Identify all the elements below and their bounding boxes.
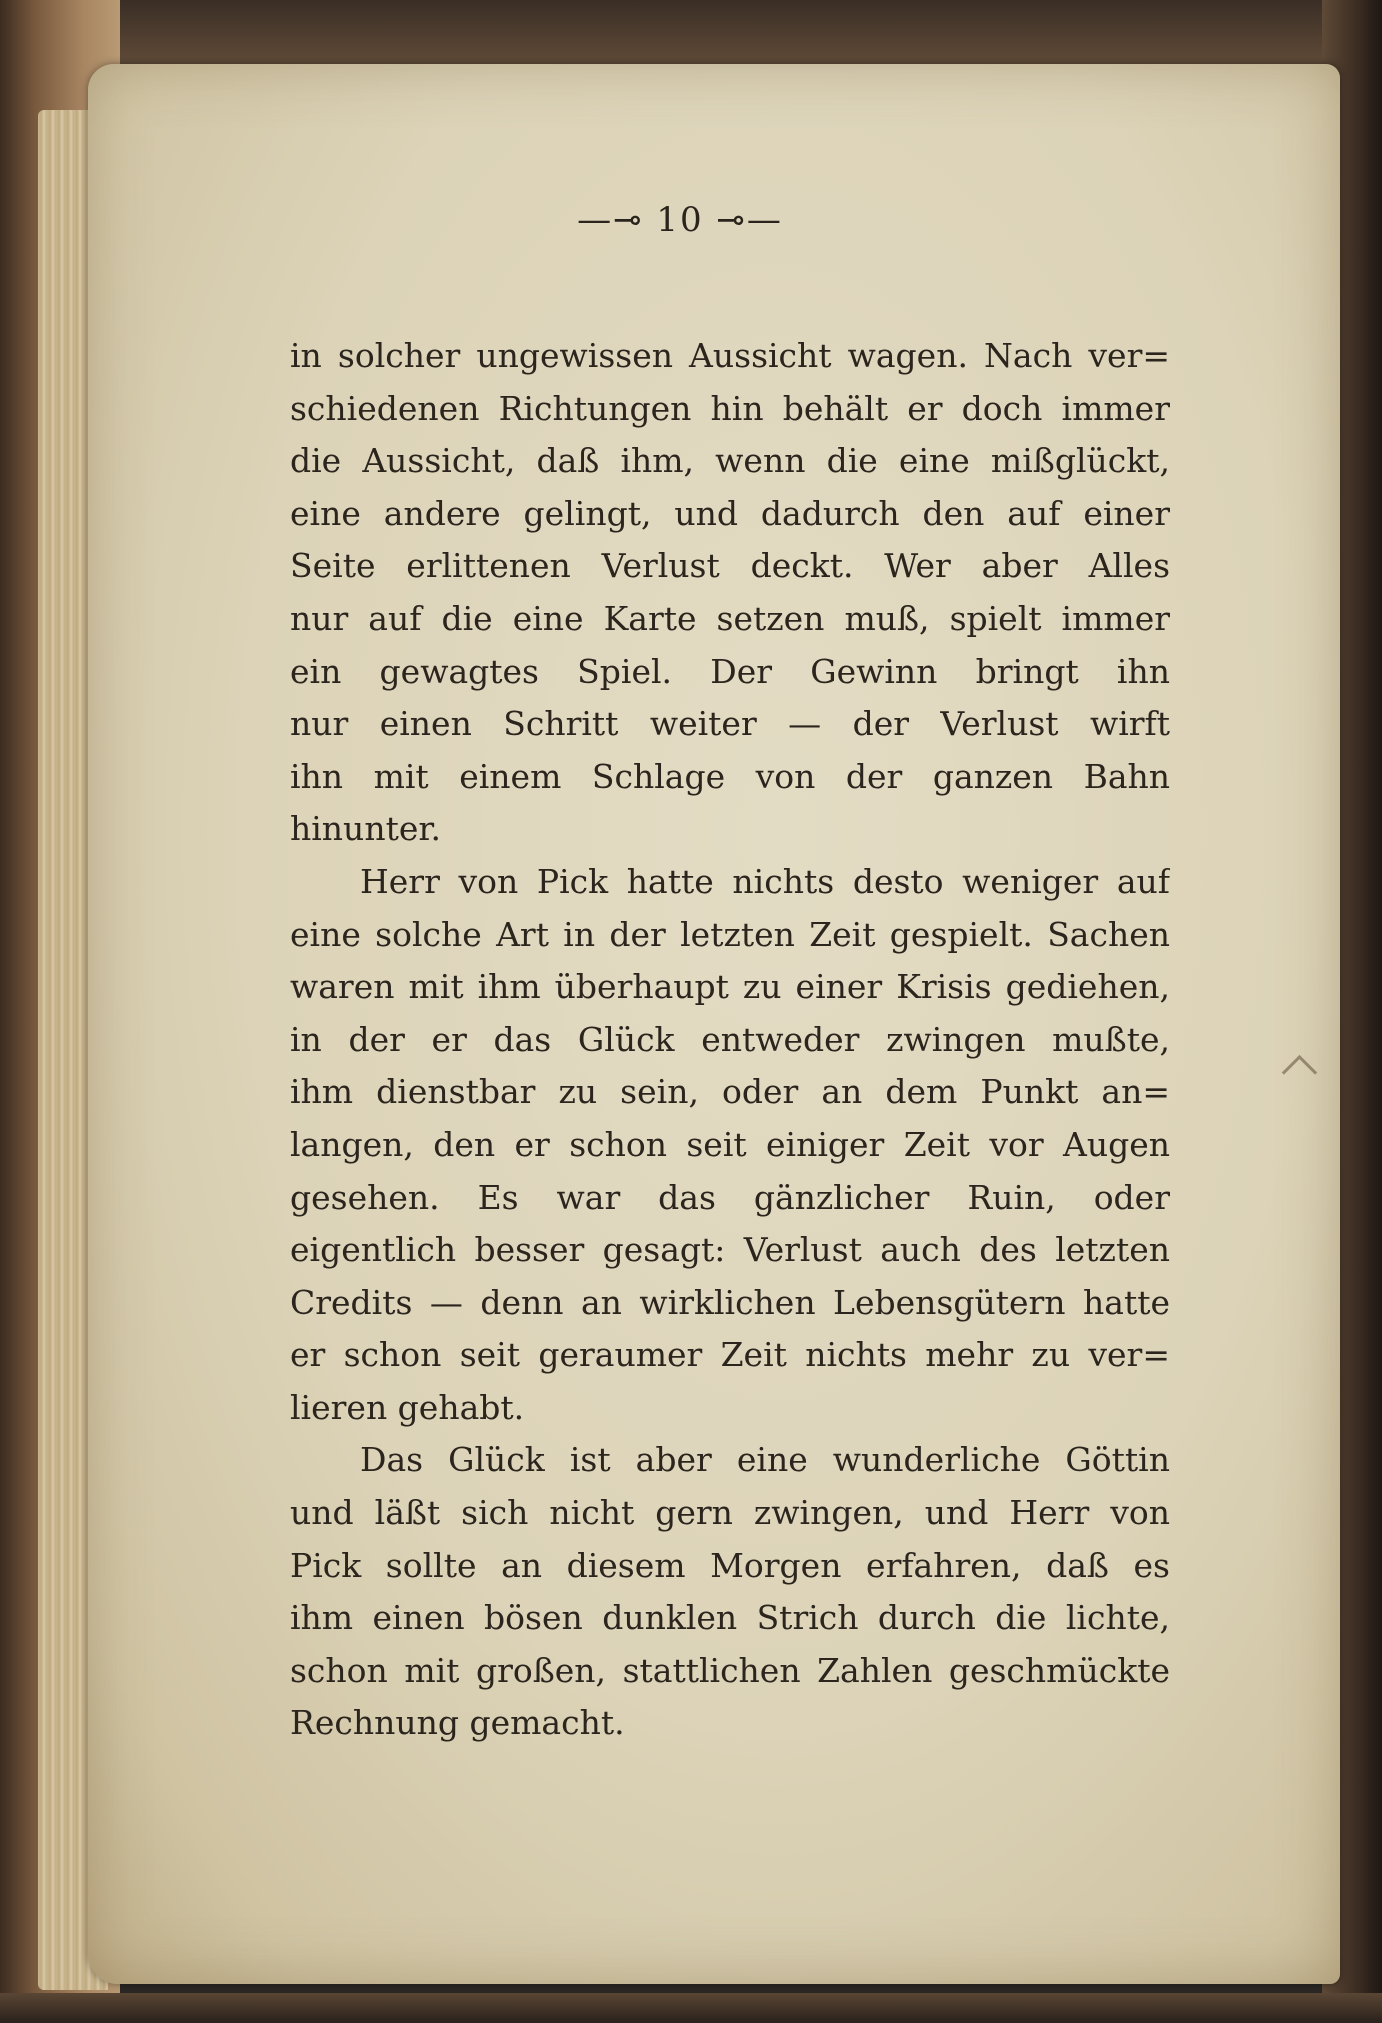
text-line: und läßt sich nicht gern zwingen, und Herr von <box>290 1493 1170 1533</box>
text-line: ein gewagtes Spiel. Der Gewinn bringt ihn <box>290 651 1170 691</box>
page-body-text <box>290 330 1170 1750</box>
text-line: nur auf die eine Karte setzen muß, spielt immer <box>290 598 1170 638</box>
text-line: Das Glück ist aber eine wunderliche Göttin <box>360 1440 1170 1480</box>
text-line: Pick sollte an diesem Morgen erfahren, daß es <box>290 1545 1170 1585</box>
text-line: eigentlich besser gesagt: Verlust auch des letzten <box>290 1230 1170 1270</box>
text-line: lieren gehabt. <box>290 1387 525 1427</box>
text-line: in solcher ungewissen Aussicht wagen. Nach ver= <box>290 336 1170 375</box>
text-line: waren mit ihm überhaupt zu einer Krisis gediehen, <box>290 967 1170 1007</box>
text-line: ihm dienstbar zu sein, oder an dem Punkt an= <box>290 1072 1170 1112</box>
text-line: schon mit großen, stattlichen Zahlen geschmückte <box>290 1650 1170 1690</box>
text-line: die Aussicht, daß ihm, wenn die eine mißglückt, <box>290 441 1170 481</box>
text-line: eine solche Art in der letzten Zeit gespielt. Sachen <box>290 914 1170 954</box>
text-line: ihn mit einem Schlage von der ganzen Bahn <box>290 756 1170 796</box>
text-line: Herr von Pick hatte nichts desto weniger auf <box>360 861 1170 901</box>
book-cover-bottom-edge <box>0 1993 1382 2023</box>
text-line: ihm einen bösen dunklen Strich durch die lichte, <box>290 1598 1170 1638</box>
text-line: nur einen Schritt weiter — der Verlust wirft <box>290 704 1170 744</box>
text-line: Seite erlittenen Verlust deckt. Wer aber Alles <box>290 546 1170 586</box>
text-line: Rechnung gemacht. <box>290 1703 625 1743</box>
text-line: er schon seit geraumer Zeit nichts mehr zu ver= <box>290 1335 1170 1375</box>
text-line: schiedenen Richtungen hin behält er doch immer <box>290 388 1170 428</box>
page-number-header: —⊸ 10 ⊸— <box>577 200 783 240</box>
text-line: in der er das Glück entweder zwingen mußte, <box>290 1019 1170 1059</box>
text-line: gesehen. Es war das gänzlicher Ruin, oder <box>290 1177 1170 1217</box>
text-line: langen, den er schon seit einiger Zeit vor Augen <box>290 1124 1170 1164</box>
text-line: hinunter. <box>290 809 441 849</box>
text-line: eine andere gelingt, und dadurch den auf einer <box>290 493 1170 533</box>
text-line: Credits — denn an wirklichen Lebensgütern hatte <box>290 1282 1170 1322</box>
